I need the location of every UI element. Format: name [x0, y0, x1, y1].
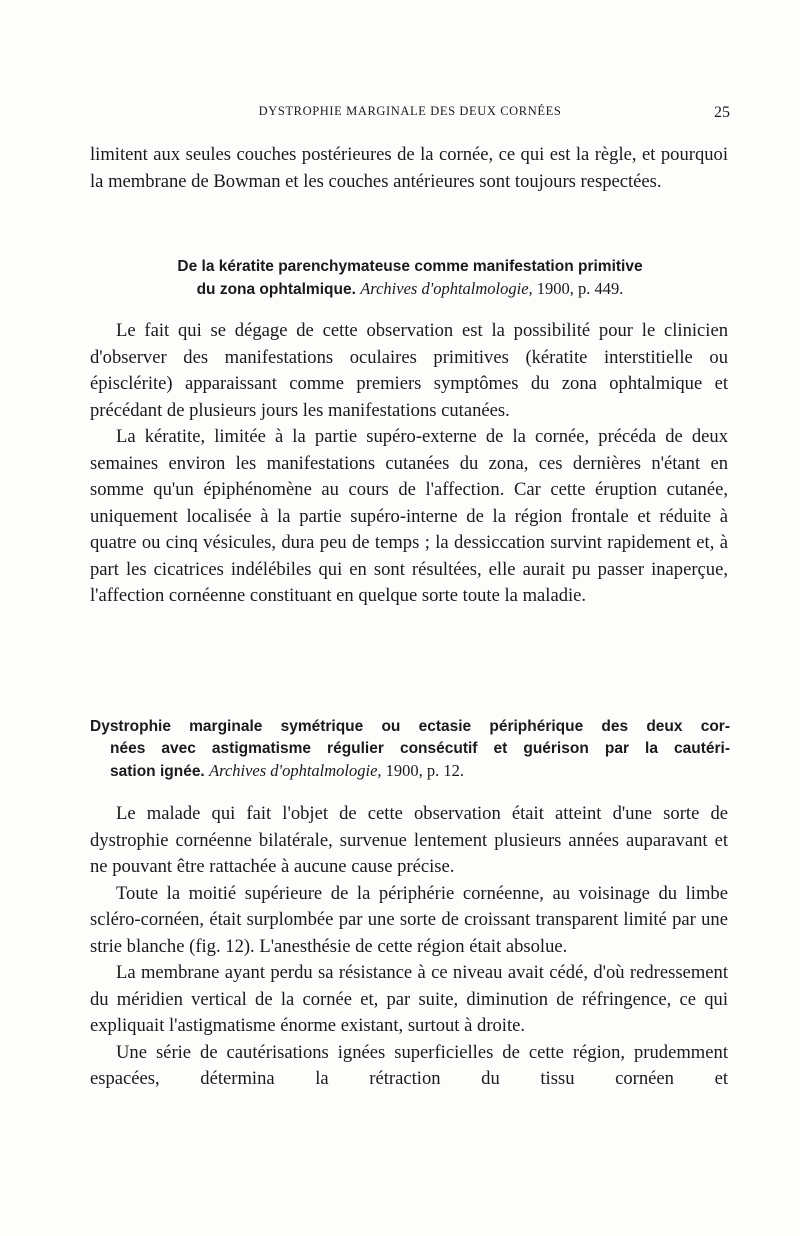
page-number: 25 [714, 104, 730, 121]
intro-paragraph: limitent aux seules couches postérieures de la cornée, ce qui est la règle, et pourquoi la membrane de Bowman et les couches antérieures sont toujours respectées. [90, 144, 728, 192]
section2-paragraph-3: La membrane ayant perdu sa résistance à ce niveau avait cédé, d'où redressement du méridien vertical de la cornée et, par suite, diminution de réfringence, ce qui expliquait l'astigmatisme énorme existant, surtout à droite. [90, 962, 728, 1036]
running-head: DYSTROPHIE MARGINALE DES DEUX CORNÉES [258, 104, 562, 118]
section1-citation: 1900, p. 449. [536, 279, 624, 298]
section2-title-line2: nées avec astigmatisme régulier consécutif et guérison par la cautéri- [110, 740, 730, 757]
section2-journal: Archives d'ophtalmologie, [209, 761, 382, 780]
section1-paragraph-1: Le fait qui se dégage de cette observation est la possibilité pour le clinicien d'observer des manifestations oculaires primitives (kératite interstitielle ou épisclérite) apparaissant comme premiers symptômes du zona ophtalmique et précédant de plusieurs jours les manifestations cutanées. [90, 320, 728, 421]
section1-body [90, 318, 728, 610]
section2-heading [90, 716, 730, 783]
section1-title-line1: De la kératite parenchymateuse comme manifestation primitive [177, 258, 643, 275]
section2-citation: 1900, p. 12. [385, 761, 465, 780]
section2-paragraph-1: Le malade qui fait l'objet de cette observation était atteint d'une sorte de dystrophie cornéenne bilatérale, survenue lentement plusieurs années auparavant et ne pouvant être rattachée à aucune cause précise. [90, 803, 728, 877]
section2-title-line3: sation ignée. [110, 763, 205, 780]
intro-text-block [90, 142, 728, 195]
section1-paragraph-2: La kératite, limitée à la partie supéro-externe de la cornée, précéda de deux semaines environ les manifestations cutanées du zona, ces dernières n'étant en somme qu'un épiphénomène au cours de l'affection. Car cette éruption cutanée, uniquement localisée à la partie supéro-interne de la région frontale et réduite à quatre ou cinq vésicules, dura peu de temps ; la dessiccation survint rapidement et, à part les cicatrices indélébiles qui en sont résultées, elle aurait pu passer inaperçue, l'affection cornéenne constituant en quelque sorte toute la maladie. [90, 426, 728, 606]
section1-heading [90, 256, 730, 301]
section2-body [90, 801, 728, 1093]
section1-title-line2: du zona ophtalmique. [196, 281, 356, 298]
section1-journal: Archives d'ophtalmologie, [360, 279, 533, 298]
section2-title-line1: Dystrophie marginale symétrique ou ectasie périphérique des deux cor- [90, 718, 730, 735]
section2-paragraph-2: Toute la moitié supérieure de la périphérie cornéenne, au voisinage du limbe scléro-cornéen, était surplombée par une sorte de croissant transparent limité par une strie blanche (fig. 12). L'anesthésie de cette région était absolue. [90, 882, 728, 957]
section2-paragraph-4: Une série de cautérisations ignées superficielles de cette région, prudemment espacées, détermina la rétraction du tissu cornéen et [90, 1041, 728, 1089]
